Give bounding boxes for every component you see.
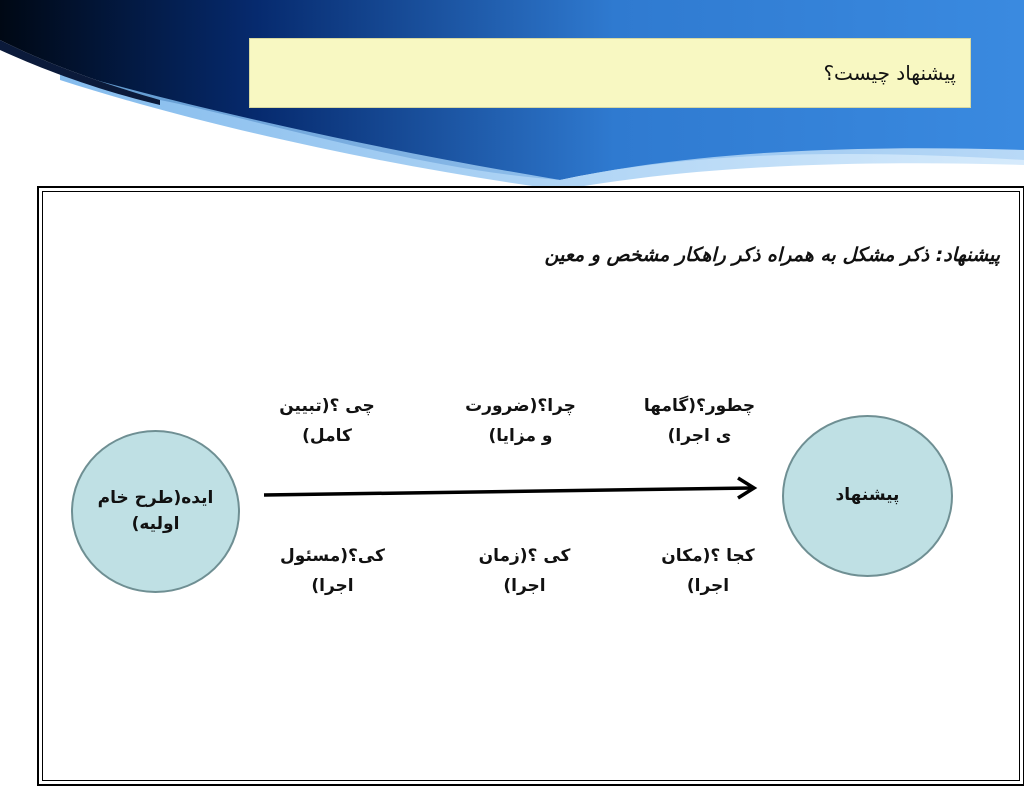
proposal-node: پیشنهاد: [782, 415, 953, 577]
idea-node: ایده(طرح خام اولیه): [71, 430, 240, 593]
question-when: کی ؟(زمان اجرا): [478, 546, 571, 596]
question-why: چرا؟(ضرورت و مزایا): [465, 396, 576, 446]
slide-title: پیشنهاد چیست؟: [823, 61, 956, 85]
title-box: [249, 38, 971, 108]
question-how: چطور؟(گامها ی اجرا): [643, 396, 756, 446]
question-who: کی؟(مسئول اجرا): [280, 546, 385, 596]
proposal-definition-heading: پیشنهاد: ذکر مشکل به همراه ذکر راهکار مشخص و معین: [544, 244, 1000, 266]
process-arrow: [262, 474, 767, 504]
question-what: چی ؟(تبیین کامل): [279, 396, 375, 446]
question-where: کجا ؟(مکان اجرا): [661, 546, 755, 596]
